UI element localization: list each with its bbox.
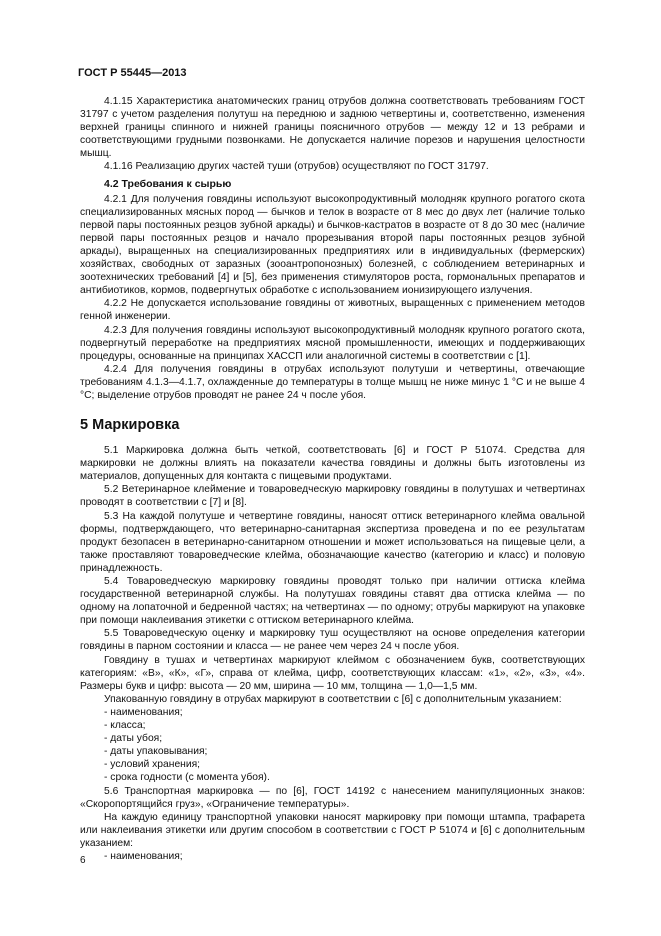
paragraph: Говядину в тушах и четвертинах маркируют клеймом с обозначением букв, соответствующих категориям: «В», «К», «Г», справа от клейма, цифр, соответствующих классам: «1», «2», «3», «4». Размеры букв и цифр: высота — 20 мм, ширина — 10 мм, толщина — 1,0—1,5 мм.: [80, 654, 585, 692]
list-item: - наименования;: [104, 706, 183, 718]
paragraph: 5.5 Товароведческую оценку и маркировку туш осуществляют на основе определения категории говядины в парном состоянии и класса — не ранее чем через 24 ч после убоя.: [80, 628, 585, 653]
paragraph: На каждую единицу транспортной упаковки наносят маркировку при помощи штампа, трафарета или наклеивания этикетки или другим способом в соответствии с ГОСТ Р 51074 и [6] с дополнительным указанием:: [80, 811, 585, 849]
page-content: [80, 95, 585, 863]
list-item: - даты убоя;: [104, 733, 163, 745]
paragraph: 4.2.2 Не допускается использование говядины от животных, выращенных с применением методов генной инженерии.: [80, 298, 585, 323]
paragraph: 5.3 На каждой полутуше и четвертине говядины, наносят оттиск ветеринарного клейма овальной формы, подтверждающего, что ветеринарно-санитарная экспертиза проведена и по ее результатам продукт безопасен в ветеринарно-санитарном отношении и может использоваться на пищевые цели, а также проставляют товароведческие клейма, обозначающие качество (категорию и класс) и половую принадлежность.: [80, 510, 585, 574]
section-heading: 5 Маркировка: [80, 417, 180, 434]
list-item: - наименования;: [104, 850, 183, 862]
paragraph: 4.2.4 Для получения говядины в отрубах используют полутуши и четвертины, отвечающие требованиям 4.1.3—4.1.7, охлажденные до температуры в толще мышц не ниже минус 1 °С и не выше 4 °С; выделение отрубов проводят не ранее 24 ч после убоя.: [80, 363, 585, 401]
paragraph: 4.1.16 Реализацию других частей туши (отрубов) осуществляют по ГОСТ 31797.: [104, 161, 489, 173]
list-item: - срока годности (с момента убоя).: [104, 772, 270, 784]
paragraph: 4.2.3 Для получения говядины используют высокопродуктивный молодняк крупного рогатого скота, подвергнутый переработке на предприятиях мясной промышленности, имеющих и поддерживающих процедуры, основанные на принципах ХАССП или аналогичной системы в соответствии с [1].: [80, 324, 585, 362]
paragraph: 4.1.15 Характеристика анатомических границ отрубов должна соответствовать требованиям ГОСТ 31797 с учетом разделения полутуш на переднюю и заднюю четвертины и, соответственно, изменения верхней границы спинного и нижней границы поясничного отрубов — между 12 и 13 ребрами и соответствующими грудными позвонками. Не допускается наличие порезов и нарушения целостности мышц.: [80, 96, 585, 160]
paragraph: 4.2.1 Для получения говядины используют высокопродуктивный молодняк крупного рогатого скота специализированных мясных пород — бычков и телок в возрасте от 8 мес до двух лет (наличие только первой пары постоянных резцов зубной аркады) и бычков-кастратов в возрасте от 8 до 30 мес (наличие первой пары постоянных резцов и начало прорезывания второй пары постоянных резцов зубной аркады), выращенных на специализированных предприятиях или в индивидуальных (фермерских) хозяйствах, свободных от заразных (зооантропонозных) болезней, с соблюдением ветеринарных и зоотехнических требований [4] и [5], без применения стимуляторов роста, гормональных препаратов и антибиотиков, кормов, подвергнутых обработке с использованием ионизирующего излучения.: [80, 193, 585, 297]
page-header: ГОСТ Р 55445—2013: [78, 67, 187, 79]
paragraph: 5.1 Маркировка должна быть четкой, соответствовать [6] и ГОСТ Р 51074. Средства для маркировки не должны влиять на показатели качества говядины и должны быть изготовлены из материалов, допущенных для контакта с пищевыми продуктами.: [80, 445, 585, 483]
paragraph: 5.6 Транспортная маркировка — по [6], ГОСТ 14192 с нанесением манипуляционных знаков: «Скоропортящийся груз», «Ограничение температуры».: [80, 785, 585, 810]
list-item: - класса;: [104, 720, 146, 732]
page-number: 6: [80, 855, 86, 866]
paragraph: 5.2 Ветеринарное клеймение и товароведческую маркировку говядины в полутушах и четвертинах проводят в соответствии с [7] и [8].: [80, 484, 585, 509]
paragraph: 5.4 Товароведческую маркировку говядины проводят только при наличии оттиска клейма государственной ветеринарной службы. На полутушах говядины ставят два оттиска клейма — по одному на лопаточной и бедренной частях; на четвертинах — по одному; отрубы маркируют на упаковке при помощи наклеивания этикетки с оттиском ветеринарного клейма.: [80, 576, 585, 627]
list-item: - условий хранения;: [104, 759, 201, 771]
subsection-heading: 4.2 Требования к сырью: [104, 177, 232, 190]
paragraph: Упакованную говядину в отрубах маркируют в соответствии с [6] с дополнительным указанием:: [104, 693, 562, 705]
list-item: - даты упаковывания;: [104, 746, 208, 758]
